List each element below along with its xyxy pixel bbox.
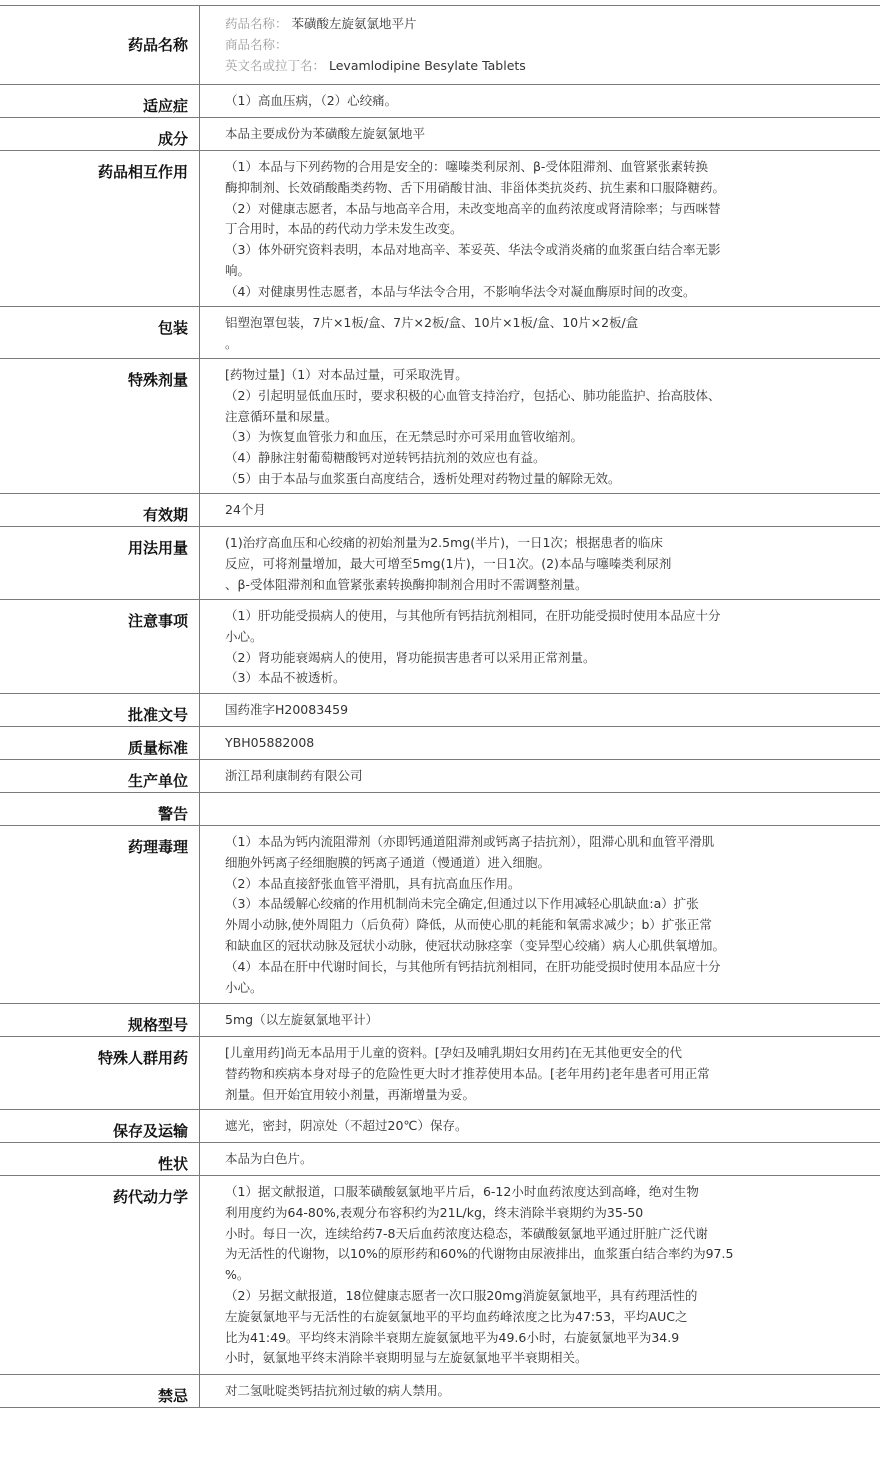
- text-line: 响。: [225, 262, 251, 278]
- trade-name-key: 商品名称：: [225, 36, 288, 52]
- row-interaction: [0, 151, 880, 307]
- row-storage: [0, 1110, 880, 1143]
- text-line: [药物过量]（1）对本品过量，可采取洗胃。: [225, 367, 468, 382]
- row-label: 包装: [0, 307, 200, 358]
- row-spec: [0, 1004, 880, 1037]
- row-content: [200, 1176, 880, 1374]
- text-line: （4）本品在肝中代谢时间长，与其他所有钙拮抗剂相同，在肝功能受损时使用本品应十分: [225, 958, 721, 974]
- text-line: （1）本品与下列药物的合用是安全的：噻嗪类利尿剂、β-受体阻滞剂、血管紧张素转换: [225, 159, 708, 174]
- english-name-line: [225, 56, 800, 77]
- text-line: （2）肾功能衰竭病人的使用，肾功能损害患者可以采用正常剂量。: [225, 649, 596, 665]
- row-content: [200, 793, 880, 825]
- row-contraindication: [0, 1375, 880, 1408]
- row-content: [200, 494, 880, 526]
- row-content: [200, 1375, 880, 1407]
- row-label: 规格型号: [0, 1004, 200, 1036]
- text-line: 铝塑泡罩包装，7片×1板/盒、7片×2板/盒、10片×1板/盒、10片×2板/盒: [225, 315, 639, 330]
- row-indication: [0, 85, 880, 118]
- text-line: 遮光，密封，阴凉处（不超过20℃）保存。: [225, 1118, 468, 1133]
- row-label: 适应症: [0, 85, 200, 117]
- row-overdose: [0, 359, 880, 494]
- text-line: （3）体外研究资料表明，本品对地高辛、苯妥英、华法令或消炎痛的血浆蛋白结合率无影: [225, 242, 721, 258]
- text-line: 小心。: [225, 979, 263, 995]
- text-line: 小时，氨氯地平终末消除半衰期明显与左旋氨氯地平半衰期相关。: [225, 1350, 588, 1366]
- row-appearance: [0, 1143, 880, 1176]
- row-warning: [0, 793, 880, 826]
- text-line: 本品为白色片。: [225, 1151, 313, 1166]
- row-content: [200, 151, 880, 306]
- row-label: 批准文号: [0, 694, 200, 726]
- english-name-value: Levamlodipine Besylate Tablets: [329, 57, 526, 73]
- generic-name-key: 药品名称：: [225, 16, 288, 31]
- text-line: 小时。每日一次，连续给药7-8天后血药浓度达稳态，苯磺酸氨氯地平通过肝脏广泛代谢: [225, 1225, 708, 1241]
- generic-name-line: [225, 14, 800, 35]
- text-line: 。: [225, 335, 238, 351]
- text-line: 细胞外钙离子经细胞膜的钙离子通道（慢通道）进入细胞。: [225, 854, 551, 870]
- row-content: [200, 1037, 880, 1109]
- text-line: 浙江昂利康制药有限公司: [225, 768, 363, 783]
- row-content: [200, 760, 880, 792]
- text-line: （2）本品直接舒张血管平滑肌，具有抗高血压作用。: [225, 875, 521, 891]
- row-content: [200, 826, 880, 1003]
- text-line: 5mg（以左旋氨氯地平计）: [225, 1012, 379, 1027]
- text-line: （3）本品不被透析。: [225, 670, 346, 686]
- row-content: [200, 1004, 880, 1036]
- row-standard: [0, 727, 880, 760]
- row-content: [200, 359, 880, 493]
- text-line: 左旋氨氯地平与无活性的右旋氨氯地平的平均血药峰浓度之比为47:53，平均AUC之: [225, 1308, 688, 1324]
- text-line: （2）引起明显低血压时，要求积极的心血管支持治疗，包括心、肺功能监护、抬高肢体、: [225, 387, 721, 403]
- row-label: 药理毒理: [0, 826, 200, 1003]
- row-label: 性状: [0, 1143, 200, 1175]
- text-line: (1)治疗高血压和心绞痛的初始剂量为2.5mg(半片)，一日1次；根据患者的临床: [225, 535, 663, 550]
- text-line: [儿童用药]尚无本品用于儿童的资料。[孕妇及哺乳期妇女用药]在无其他更安全的代: [225, 1045, 683, 1060]
- row-label: 药品相互作用: [0, 151, 200, 306]
- text-line: 小心。: [225, 628, 263, 644]
- row-label: 成分: [0, 118, 200, 150]
- text-line: 国药准字H20083459: [225, 702, 349, 717]
- generic-name-value: 苯磺酸左旋氨氯地平片: [291, 16, 417, 31]
- row-label: 质量标准: [0, 727, 200, 759]
- text-line: 24个月: [225, 502, 266, 517]
- row-composition: [0, 118, 880, 151]
- row-precautions: [0, 600, 880, 694]
- row-content: [200, 694, 880, 726]
- row-label: 用法用量: [0, 527, 200, 599]
- row-package: [0, 307, 880, 359]
- drug-info-table: [0, 5, 880, 1408]
- text-line: （1）高血压病，（2）心绞痛。: [225, 93, 398, 108]
- row-label: 禁忌: [0, 1375, 200, 1407]
- row-content: [200, 1110, 880, 1142]
- row-dosage: [0, 527, 880, 600]
- text-line: （1）据文献报道，口服苯磺酸氨氯地平片后，6-12小时血药浓度达到高峰，绝对生物: [225, 1184, 699, 1199]
- text-line: 酶抑制剂、长效硝酸酯类药物、舌下用硝酸甘油、非甾体类抗炎药、抗生素和口服降糖药。: [225, 179, 726, 195]
- row-label: 有效期: [0, 494, 200, 526]
- text-line: （4）静脉注射葡萄糖酸钙对逆转钙拮抗剂的效应也有益。: [225, 450, 546, 466]
- row-content: [200, 1143, 880, 1175]
- text-line: 注意循环量和尿量。: [225, 408, 338, 424]
- row-label: 特殊人群用药: [0, 1037, 200, 1109]
- text-line: 为无活性的代谢物，以10%的原形药和60%的代谢物由尿液排出，血浆蛋白结合率约为97.5: [225, 1246, 734, 1262]
- row-pharmacology: [0, 826, 880, 1004]
- text-line: （4）对健康男性志愿者，本品与华法令合用，不影响华法令对凝血酶原时间的改变。: [225, 283, 696, 299]
- text-line: 比为41:49。平均终末消除半衰期左旋氨氯地平为49.6小时，右旋氨氯地平为34.9: [225, 1329, 680, 1345]
- text-line: （2）对健康志愿者，本品与地高辛合用，未改变地高辛的血药浓度或肾清除率；与西咪替: [225, 200, 721, 216]
- text-line: （1）肝功能受损病人的使用，与其他所有钙拮抗剂相同，在肝功能受损时使用本品应十分: [225, 608, 721, 623]
- trade-name-line: [225, 35, 800, 56]
- text-line: 丁合用时，本品的药代动力学未发生改变。: [225, 221, 463, 237]
- text-line: 替药物和疾病本身对母子的危险性更大时才推荐使用本品。[老年用药]老年患者可用正常: [225, 1065, 710, 1081]
- text-line: （1）本品为钙内流阻滞剂（亦即钙通道阻滞剂或钙离子拮抗剂），阻滞心肌和血管平滑肌: [225, 834, 715, 849]
- text-line: 对二氢吡啶类钙拮抗剂过敏的病人禁用。: [225, 1383, 451, 1398]
- text-line: 和缺血区的冠状动脉及冠状小动脉，使冠状动脉痉挛（变异型心绞痛）病人心肌供氧增加。: [225, 937, 726, 953]
- row-label: 注意事项: [0, 600, 200, 693]
- row-label: 警告: [0, 793, 200, 825]
- row-content: [200, 600, 880, 693]
- text-line: 、β-受体阻滞剂和血管紧张素转换酶抑制剂合用时不需调整剂量。: [225, 576, 588, 592]
- row-content: [200, 307, 880, 358]
- text-line: （3）本品缓解心绞痛的作用机制尚未完全确定,但通过以下作用减轻心肌缺血:a）扩张: [225, 896, 699, 912]
- text-line: YBH05882008: [225, 735, 315, 750]
- text-line: （2）另据文献报道，18位健康志愿者一次口服20mg消旋氨氯地平，具有药理活性的: [225, 1287, 698, 1303]
- text-line: （3）为恢复血管张力和血压，在无禁忌时亦可采用血管收缩剂。: [225, 429, 583, 445]
- row-content: [200, 727, 880, 759]
- row-label: 保存及运输: [0, 1110, 200, 1142]
- row-label: 特殊剂量: [0, 359, 200, 493]
- row-content: [200, 118, 880, 150]
- row-drug-name: [0, 6, 880, 85]
- row-label: 药代动力学: [0, 1176, 200, 1374]
- row-validity: [0, 494, 880, 527]
- text-line: 利用度约为64-80%,表观分布容积约为21L/kg，终末消除半衰期约为35-50: [225, 1204, 644, 1220]
- text-line: 反应，可将剂量增加，最大可增至5mg(1片)，一日1次。(2)本品与噻嗪类利尿剂: [225, 555, 672, 571]
- english-name-key: 英文名或拉丁名：: [225, 57, 326, 73]
- row-label: 药品名称: [0, 6, 200, 84]
- text-line: %。: [225, 1267, 250, 1283]
- text-line: 外周小动脉,使外周阻力（后负荷）降低，从而使心肌的耗能和氧需求减少；b）扩张正常: [225, 917, 712, 933]
- row-approval: [0, 694, 880, 727]
- row-content: [200, 85, 880, 117]
- row-special-groups: [0, 1037, 880, 1110]
- row-manufacturer: [0, 760, 880, 793]
- text-line: 本品主要成份为苯磺酸左旋氨氯地平: [225, 126, 426, 141]
- text-line: （5）由于本品与血浆蛋白高度结合，透析处理对药物过量的解除无效。: [225, 470, 621, 486]
- row-label: 生产单位: [0, 760, 200, 792]
- text-line: 剂量。但开始宜用较小剂量，再渐增量为妥。: [225, 1086, 476, 1102]
- row-pharmacokinetics: [0, 1176, 880, 1375]
- row-content: [200, 527, 880, 599]
- drug-name-content: [200, 6, 880, 84]
